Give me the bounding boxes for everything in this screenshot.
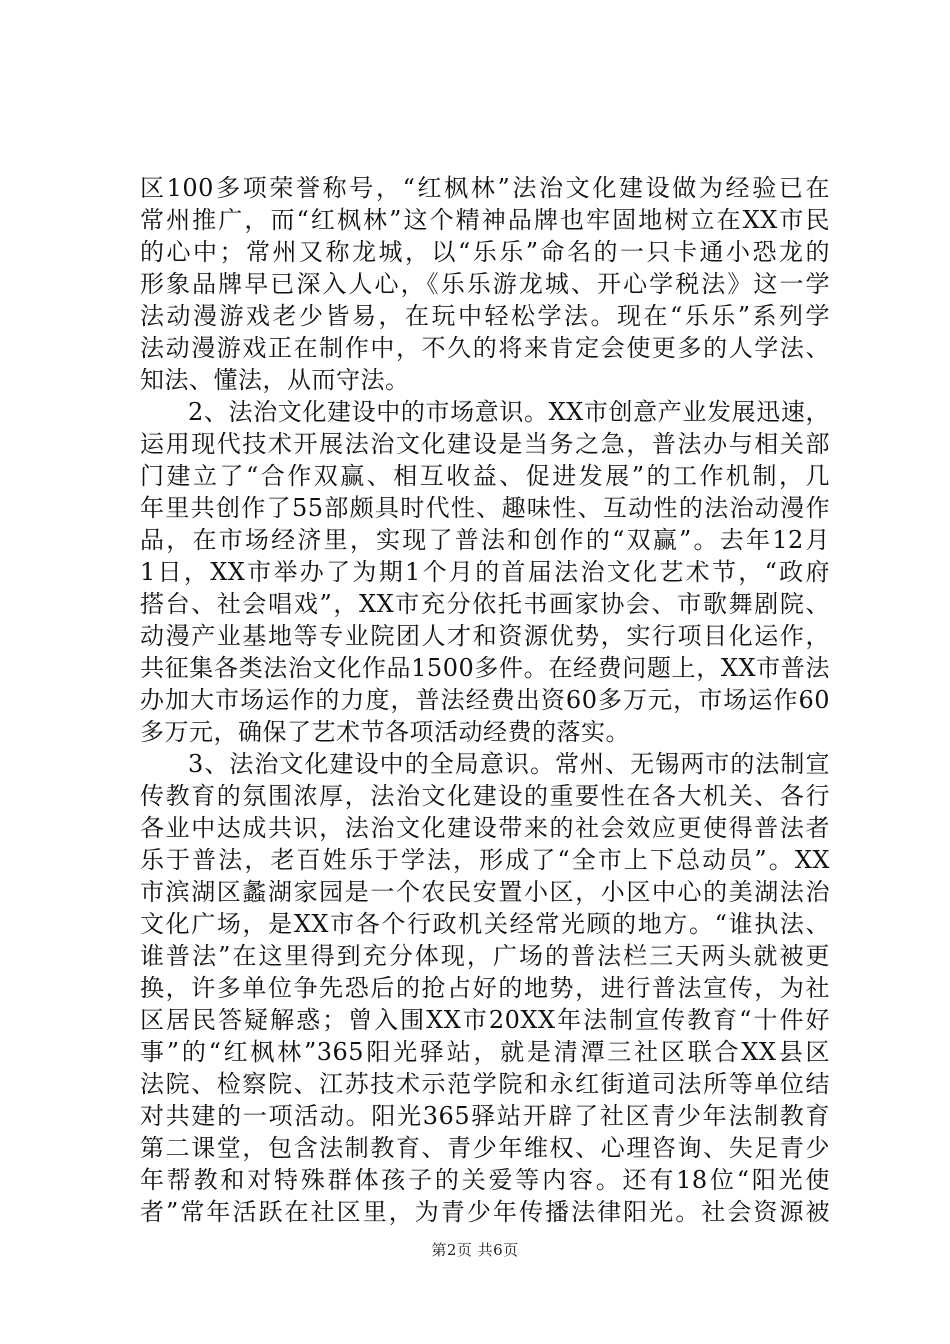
text-line: 形象品牌早已深入人心，《乐乐游龙城、开心学税法》这一学 bbox=[140, 270, 830, 298]
page-number-footer: 第2页 共6页 bbox=[431, 1241, 519, 1259]
document-body bbox=[140, 172, 830, 1228]
text-line: 者”常年活跃在社区里，为青少年传播法律阳光。社会资源被 bbox=[140, 1198, 830, 1226]
text-line: 多万元，确保了艺术节各项活动经费的落实。 bbox=[140, 718, 630, 746]
text-line: 第二课堂，包含法制教育、青少年维权、心理咨询、失足青少 bbox=[140, 1134, 830, 1162]
text-line: 换，许多单位争先恐后的抢占好的地势，进行普法宣传，为社 bbox=[140, 974, 830, 1002]
text-line: 动漫产业基地等专业院团人才和资源优势，实行项目化运作， bbox=[140, 622, 830, 650]
text-line: 各业中达成共识，法治文化建设带来的社会效应更使得普法者 bbox=[140, 814, 830, 842]
text-line: 法动漫游戏老少皆易，在玩中轻松学法。现在“乐乐”系列学 bbox=[140, 302, 830, 330]
text-line: 事”的“红枫林”365阳光驿站，就是清潭三社区联合XX县区 bbox=[140, 1038, 830, 1066]
text-line: 区居民答疑解惑；曾入围XX市20XX年法制宣传教育“十件好 bbox=[140, 1006, 830, 1034]
text-line: 年帮教和对特殊群体孩子的关爱等内容。还有18位“阳光使 bbox=[140, 1166, 830, 1194]
text-line: 对共建的一项活动。阳光365驿站开辟了社区青少年法制教育 bbox=[140, 1102, 830, 1130]
text-line: 谁普法”在这里得到充分体现，广场的普法栏三天两头就被更 bbox=[140, 942, 830, 970]
text-line: 的心中；常州又称龙城，以“乐乐”命名的一只卡通小恐龙的 bbox=[140, 238, 830, 266]
text-line: 知法、懂法，从而守法。 bbox=[140, 366, 410, 394]
text-line: 年里共创作了55部颇具时代性、趣味性、互动性的法治动漫作 bbox=[140, 494, 830, 522]
text-line: 门建立了“合作双赢、相互收益、促进发展”的工作机制，几 bbox=[140, 462, 830, 490]
text-line: 市滨湖区蠡湖家园是一个农民安置小区，小区中心的美湖法治 bbox=[140, 878, 830, 906]
text-line: 品，在市场经济里，实现了普法和创作的“双赢”。去年12月 bbox=[140, 526, 830, 554]
text-line: 传教育的氛围浓厚，法治文化建设的重要性在各大机关、各行 bbox=[140, 782, 830, 810]
text-line: 办加大市场运作的力度，普法经费出资60多万元，市场运作60 bbox=[140, 686, 830, 714]
text-line: 常州推广，而“红枫林”这个精神品牌也牢固地树立在XX市民 bbox=[140, 206, 830, 234]
text-line: 乐于普法，老百姓乐于学法，形成了“全市上下总动员”。XX bbox=[140, 846, 830, 874]
text-line: 运用现代技术开展法治文化建设是当务之急，普法办与相关部 bbox=[140, 430, 830, 458]
text-line: 1日，XX市举办了为期1个月的首届法治文化艺术节，“政府 bbox=[140, 558, 830, 586]
text-line: 法院、检察院、江苏技术示范学院和永红街道司法所等单位结 bbox=[140, 1070, 830, 1098]
text-line: 共征集各类法治文化作品1500多件。在经费问题上，XX市普法 bbox=[140, 654, 830, 682]
text-line: 搭台、社会唱戏”，XX市充分依托书画家协会、市歌舞剧院、 bbox=[140, 590, 830, 618]
paragraph-start-line: 2、法治文化建设中的市场意识。XX市创意产业发展迅速， bbox=[188, 398, 830, 426]
text-line: 文化广场，是XX市各个行政机关经常光顾的地方。“谁执法、 bbox=[140, 910, 830, 938]
paragraph-start-line: 3、法治文化建设中的全局意识。常州、无锡两市的法制宣 bbox=[188, 750, 830, 778]
text-line: 区100多项荣誉称号，“红枫林”法治文化建设做为经验已在 bbox=[140, 174, 830, 202]
text-line: 法动漫游戏正在制作中，不久的将来肯定会使更多的人学法、 bbox=[140, 334, 830, 362]
